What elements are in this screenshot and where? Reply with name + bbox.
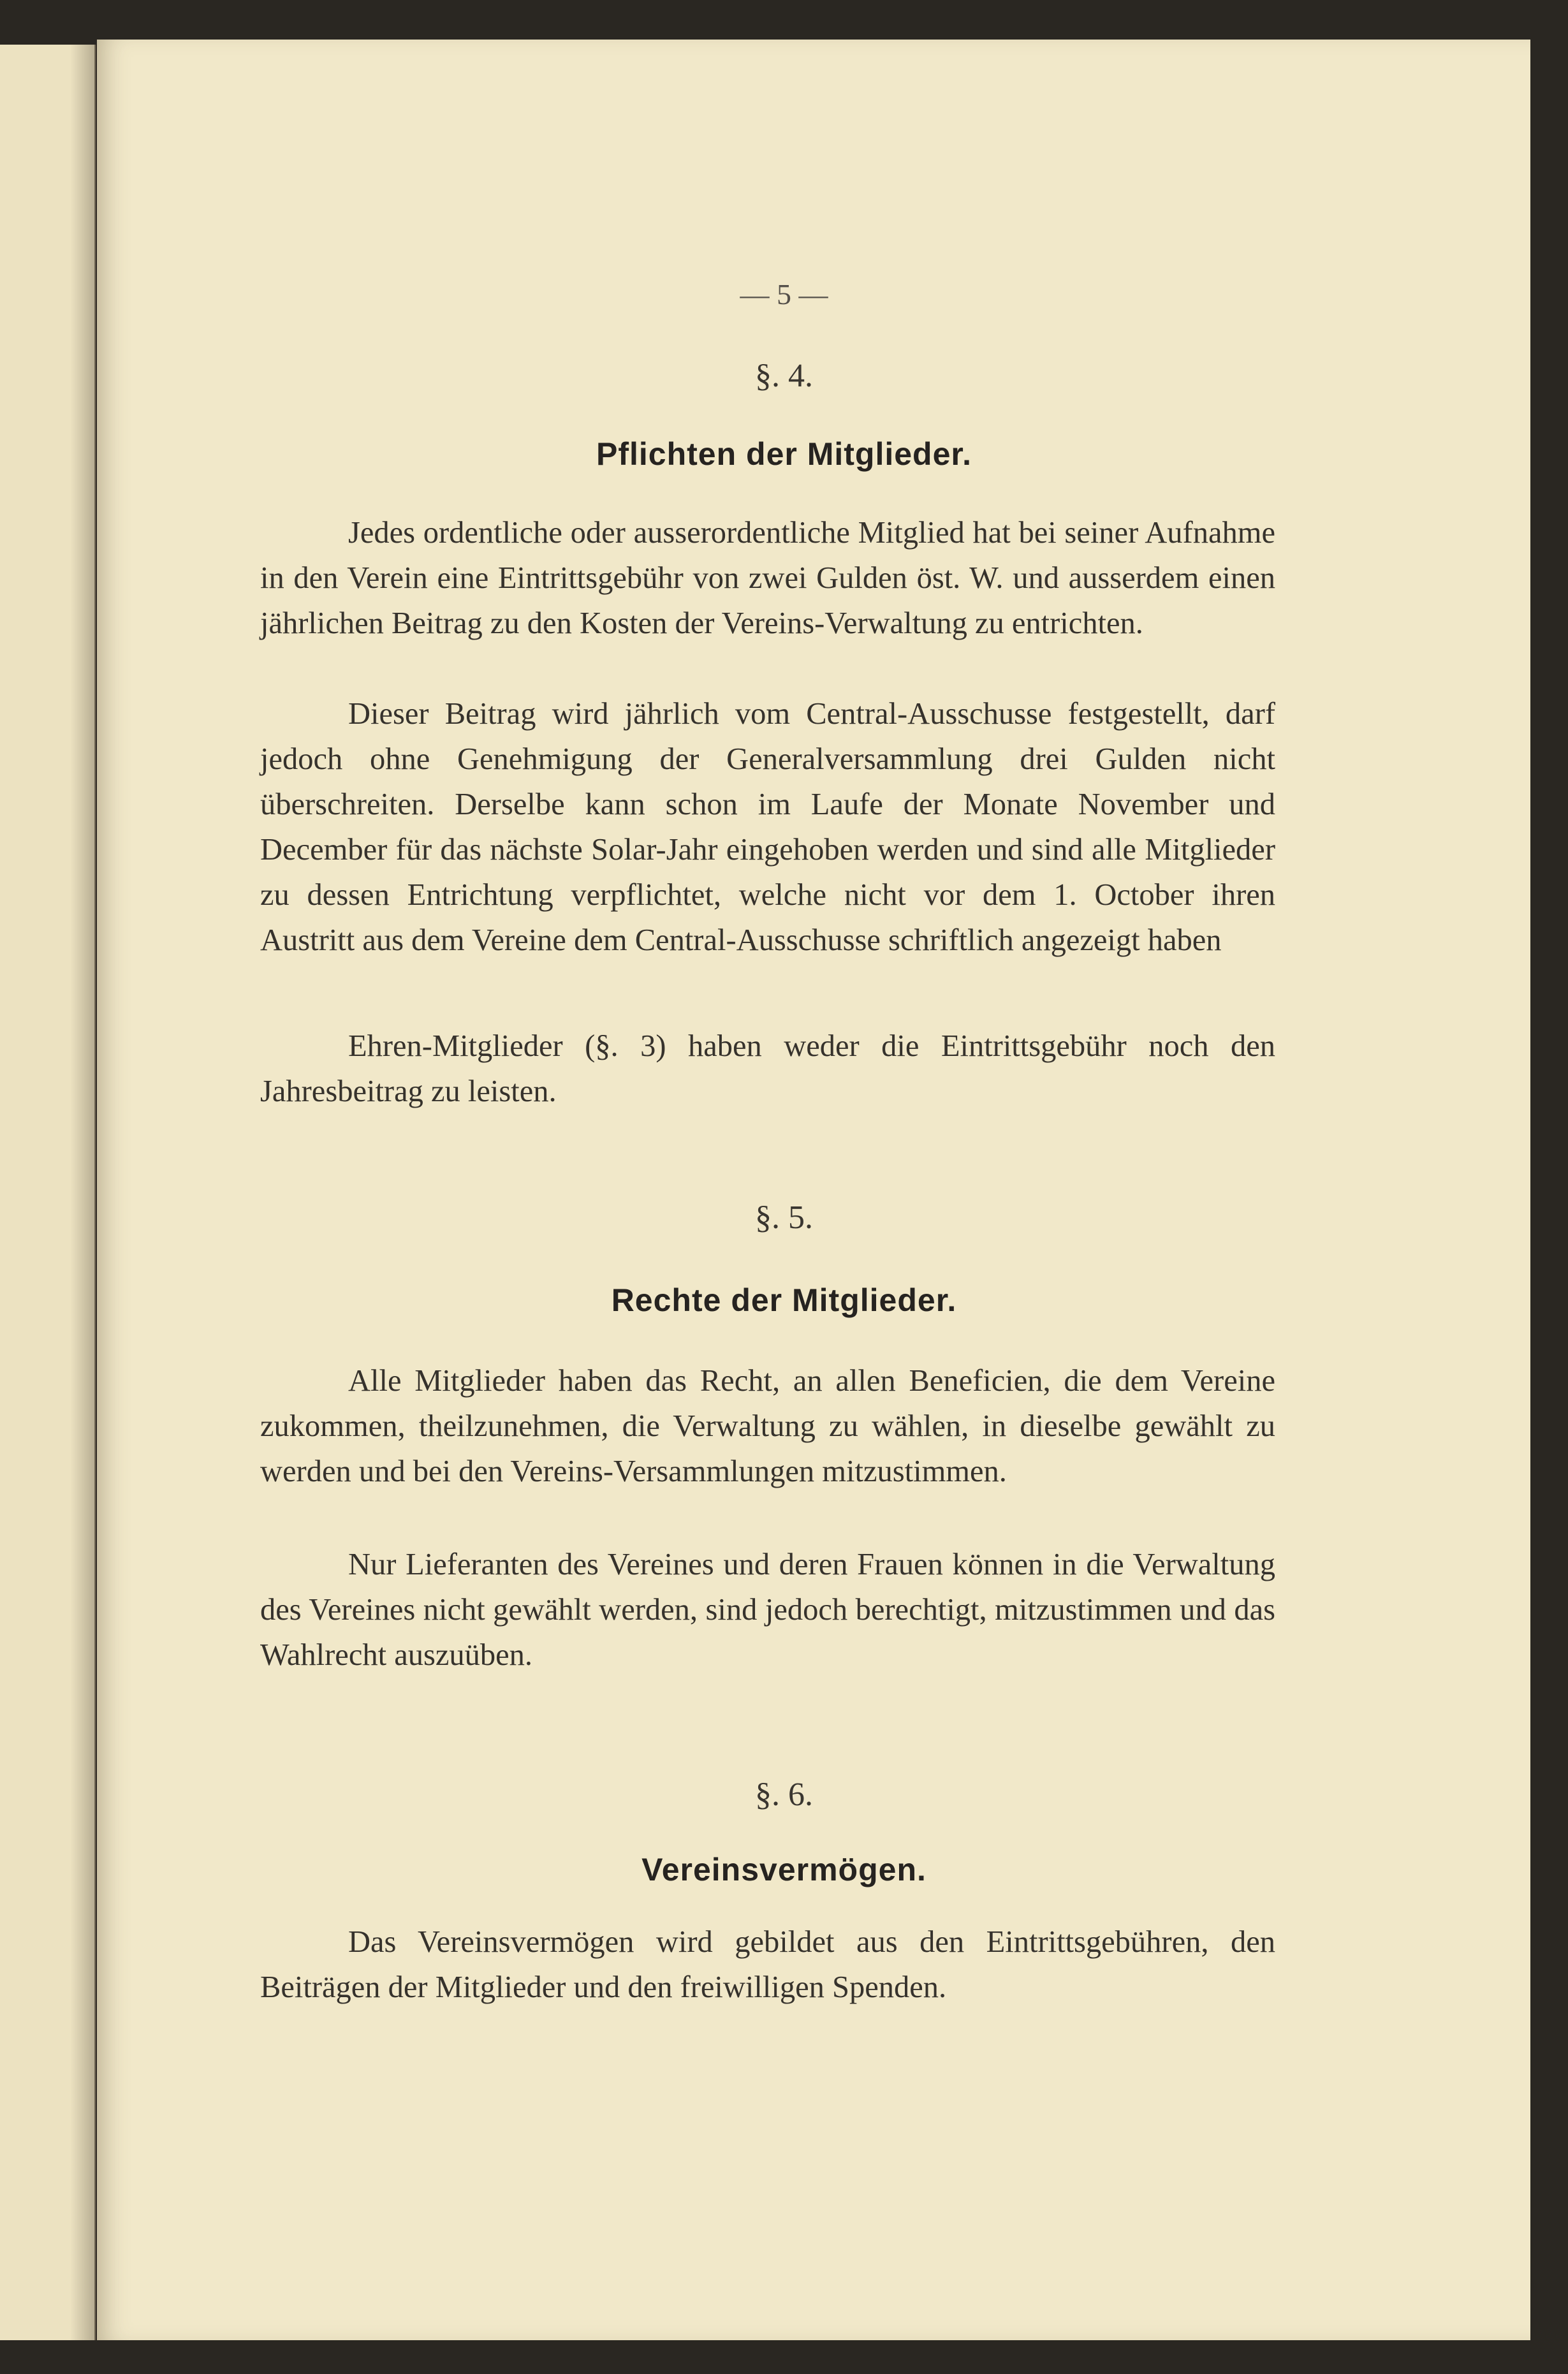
section-5-paragraph-2: Nur Lieferanten des Vereines und deren Frauen können in die Verwaltung des Vereines nicht gewählt werden, sind jedoch berechtigt, mitzustimmen und das Wahlrecht auszuüben.	[260, 1548, 1275, 1672]
section-4-paragraph-3: Ehren-Mitglieder (§. 3) haben weder die Eintrittsgebühr noch den Jahresbeitrag zu leisten.	[260, 1029, 1275, 1108]
section-5-paragraph-1: Alle Mitglieder haben das Recht, an allen Beneficien, die dem Vereine zukommen, theilzunehmen, die Verwaltung zu wählen, in dieselbe gewählt zu werden und bei den Vereins-Versammlungen mitzustimmen.	[260, 1364, 1275, 1488]
section-number-6: §. 6.	[755, 1777, 813, 1813]
section-heading-4: Pflichten der Mitglieder.	[596, 436, 972, 472]
section-heading-5: Rechte der Mitglieder.	[611, 1282, 957, 1318]
section-number-5: §. 5.	[755, 1199, 813, 1236]
section-6-paragraph-1: Das Vereinsvermögen wird gebildet aus den Eintrittsgebühren, den Beiträgen der Mitglieder und den freiwilligen Spenden.	[260, 1925, 1275, 2004]
section-4-paragraph-2: Dieser Beitrag wird jährlich vom Central-Ausschusse festgestellt, darf jedoch ohne Genehmigung der Generalversammlung drei Gulden nicht überschreiten. Derselbe kann schon im Laufe der Monate November und December für das nächste Solar-Jahr eingehoben werden und sind alle Mitglieder zu dessen Entrichtung verpflichtet, welche nicht vor dem 1. October ihren Austritt aus dem Vereine dem Central-Ausschusse schriftlich angezeigt haben	[260, 697, 1275, 957]
page-number: — 5 —	[740, 278, 828, 311]
section-4-paragraph-1: Jedes ordentliche oder ausserordentliche Mitglied hat bei seiner Aufnahme in den Verein eine Eintrittsgebühr von zwei Gulden öst. W. und ausserdem einen jährlichen Beitrag zu den Kosten der Vereins-Verwaltung zu entrichten.	[260, 516, 1275, 640]
section-heading-6: Vereinsvermögen.	[641, 1852, 927, 1887]
section-number-4: §. 4.	[755, 358, 813, 394]
